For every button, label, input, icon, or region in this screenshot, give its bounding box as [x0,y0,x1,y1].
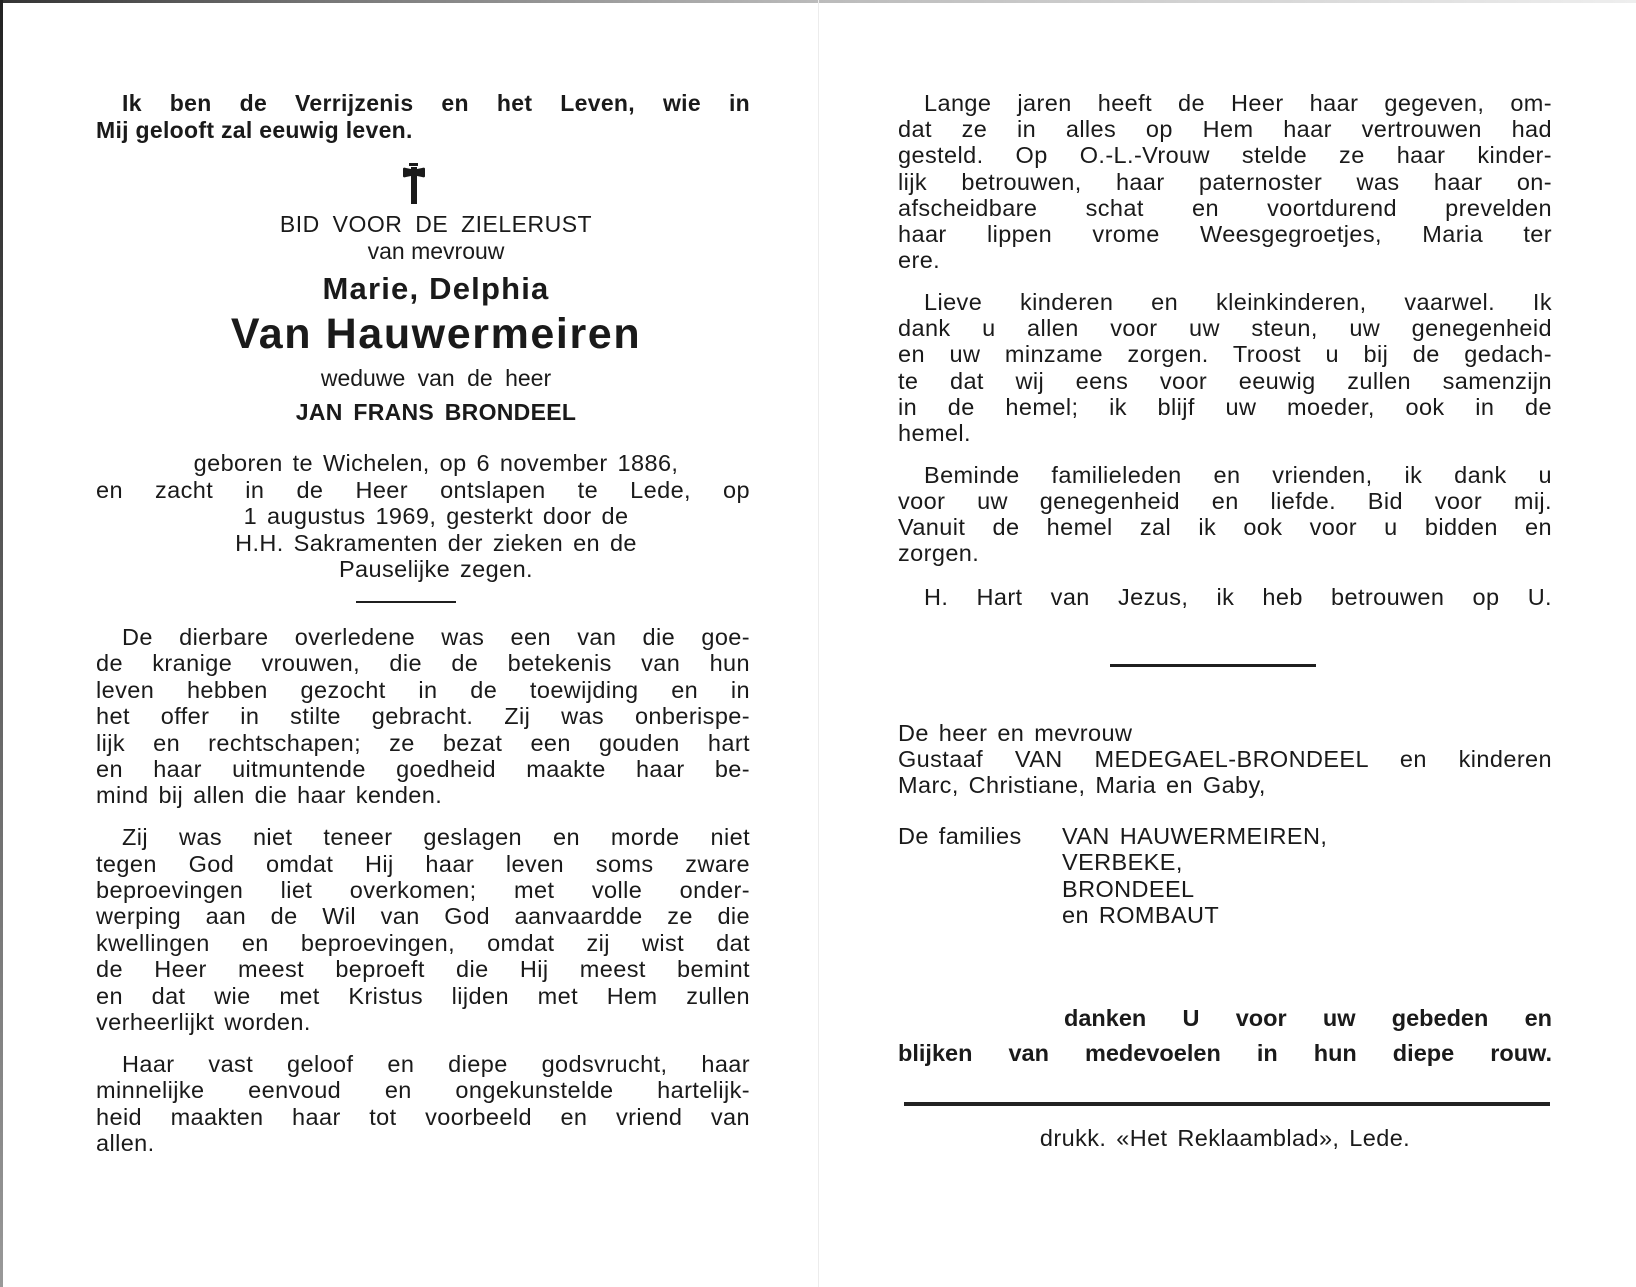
family-name: en ROMBAUT [1062,902,1220,928]
body-line: ere. [898,247,941,273]
body-line: leven hebben gezocht in de toewijding en in [96,677,750,703]
body-line: gesteld. Op O.-L.-Vrouw stelde ze haar kinder- [898,142,1552,168]
body-line: in de hemel; ik blijf uw moeder, ook in de [898,394,1552,420]
card-fold [818,0,819,1287]
invocation: H. Hart van Jezus, ik heb betrouwen op U. [924,584,1552,610]
husband-name: JAN FRANS BRONDEEL [295,399,577,425]
body-line: en haar uitmuntende goedheid maakte haar be- [96,756,750,782]
body-line: lijk betrouwen, haar paternoster was haar on- [898,169,1552,195]
birth-death-line: Pauselijke zegen. [338,556,533,582]
birth-death-line: en zacht in de Heer ontslapen te Lede, op [96,477,750,503]
divider [904,1102,1550,1106]
divider [356,601,456,603]
body-line: mind bij allen die haar kenden. [96,782,443,808]
body-line: hemel. [898,420,971,446]
body-line: voor uw genegenheid en liefde. Bid voor mij. [898,488,1552,514]
body-line: de kranige vrouwen, die de betekenis van hun [96,650,750,676]
body-line: haar lippen vrome Weesgegroetjes, Maria ter [898,221,1552,247]
body-line: de Heer meest beproeft die Hij meest bemint [96,956,750,982]
body-line: heid maakten haar tot voorbeeld en vriend van [96,1104,750,1130]
family-name: VAN HAUWERMEIREN, [1062,823,1328,849]
body-line: lijk en rechtschapen; ze bezat een gouden hart [96,730,750,756]
body-line: beproevingen liet overkomen; met volle onder- [96,877,750,903]
body-line: Zij was niet teneer geslagen en morde niet [122,824,750,850]
thanks-line: blijken van medevoelen in hun diepe rouw. [898,1040,1552,1066]
deceased-first-names: Marie, Delphia [322,271,550,306]
birth-death-line: geboren te Wichelen, op 6 november 1886, [193,450,679,476]
body-line: dat ze in alles op Hem haar vertrouwen had [898,116,1552,142]
families-label: De families [898,823,1022,849]
birth-death-line: 1 augustus 1969, gesterkt door de [243,503,629,529]
body-line: dank u allen voor uw steun, uw genegenheid [898,315,1552,341]
body-line: en uw minzame zorgen. Troost u bij de gedach- [898,341,1552,367]
body-line: verheerlijkt worden. [96,1009,311,1035]
family-line: De heer en mevrouw [898,720,1133,746]
card-edge-left [0,0,3,1287]
body-line: Beminde familieleden en vrienden, ik dank u [924,462,1552,488]
body-line: afscheidbare schat en voortdurend prevelden [898,195,1552,221]
body-line: Haar vast geloof en diepe godsvrucht, haar [122,1051,750,1077]
body-line: Lieve kinderen en kleinkinderen, vaarwel. Ik [924,289,1552,315]
body-line: het offer in stilte gebracht. Zij was onberispe- [96,703,750,729]
birth-death-line: H.H. Sakramenten der zieken en de [235,530,637,556]
family-name: BRONDEEL [1062,876,1195,902]
family-line: Marc, Christiane, Maria en Gaby, [898,772,1266,798]
body-line: allen. [96,1130,155,1156]
latin-cross-icon [401,163,427,205]
family-name: VERBEKE, [1062,849,1183,875]
thanks-line: danken U voor uw gebeden en [1064,1005,1552,1031]
body-line: minnelijke eenvoud en ongekunstelde hartelijk- [96,1077,750,1103]
van-mevrouw: van mevrouw [367,238,505,264]
body-line: werping aan de Wil van God aanvaardde ze die [96,903,750,929]
prayer-heading: BID VOOR DE ZIELERUST [279,211,593,237]
widow-line: weduwe van de heer [320,365,552,391]
body-line: te dat wij eens voor eeuwig zullen samenzijn [898,368,1552,394]
body-line: tegen God omdat Hij haar leven soms zware [96,851,750,877]
deceased-surname: Van Hauwermeiren [230,310,642,358]
body-line: zorgen. [898,540,980,566]
body-line: Vanuit de hemel zal ik ook voor u bidden en [898,514,1552,540]
motto-line: Ik ben de Verrijzenis en het Leven, wie in [122,90,750,116]
divider [1110,664,1316,667]
body-line: en dat wie met Kristus lijden met Hem zullen [96,983,750,1009]
printer-credit: drukk. «Het Reklaamblad», Lede. [1039,1125,1411,1151]
body-line: De dierbare overledene was een van die goe- [122,624,750,650]
body-line: Lange jaren heeft de Heer haar gegeven, om- [924,90,1552,116]
body-line: kwellingen en beproevingen, omdat zij wist dat [96,930,750,956]
family-line: Gustaaf VAN MEDEGAEL-BRONDEEL en kinderen [898,746,1552,772]
motto-line: Mij gelooft zal eeuwig leven. [96,117,413,143]
